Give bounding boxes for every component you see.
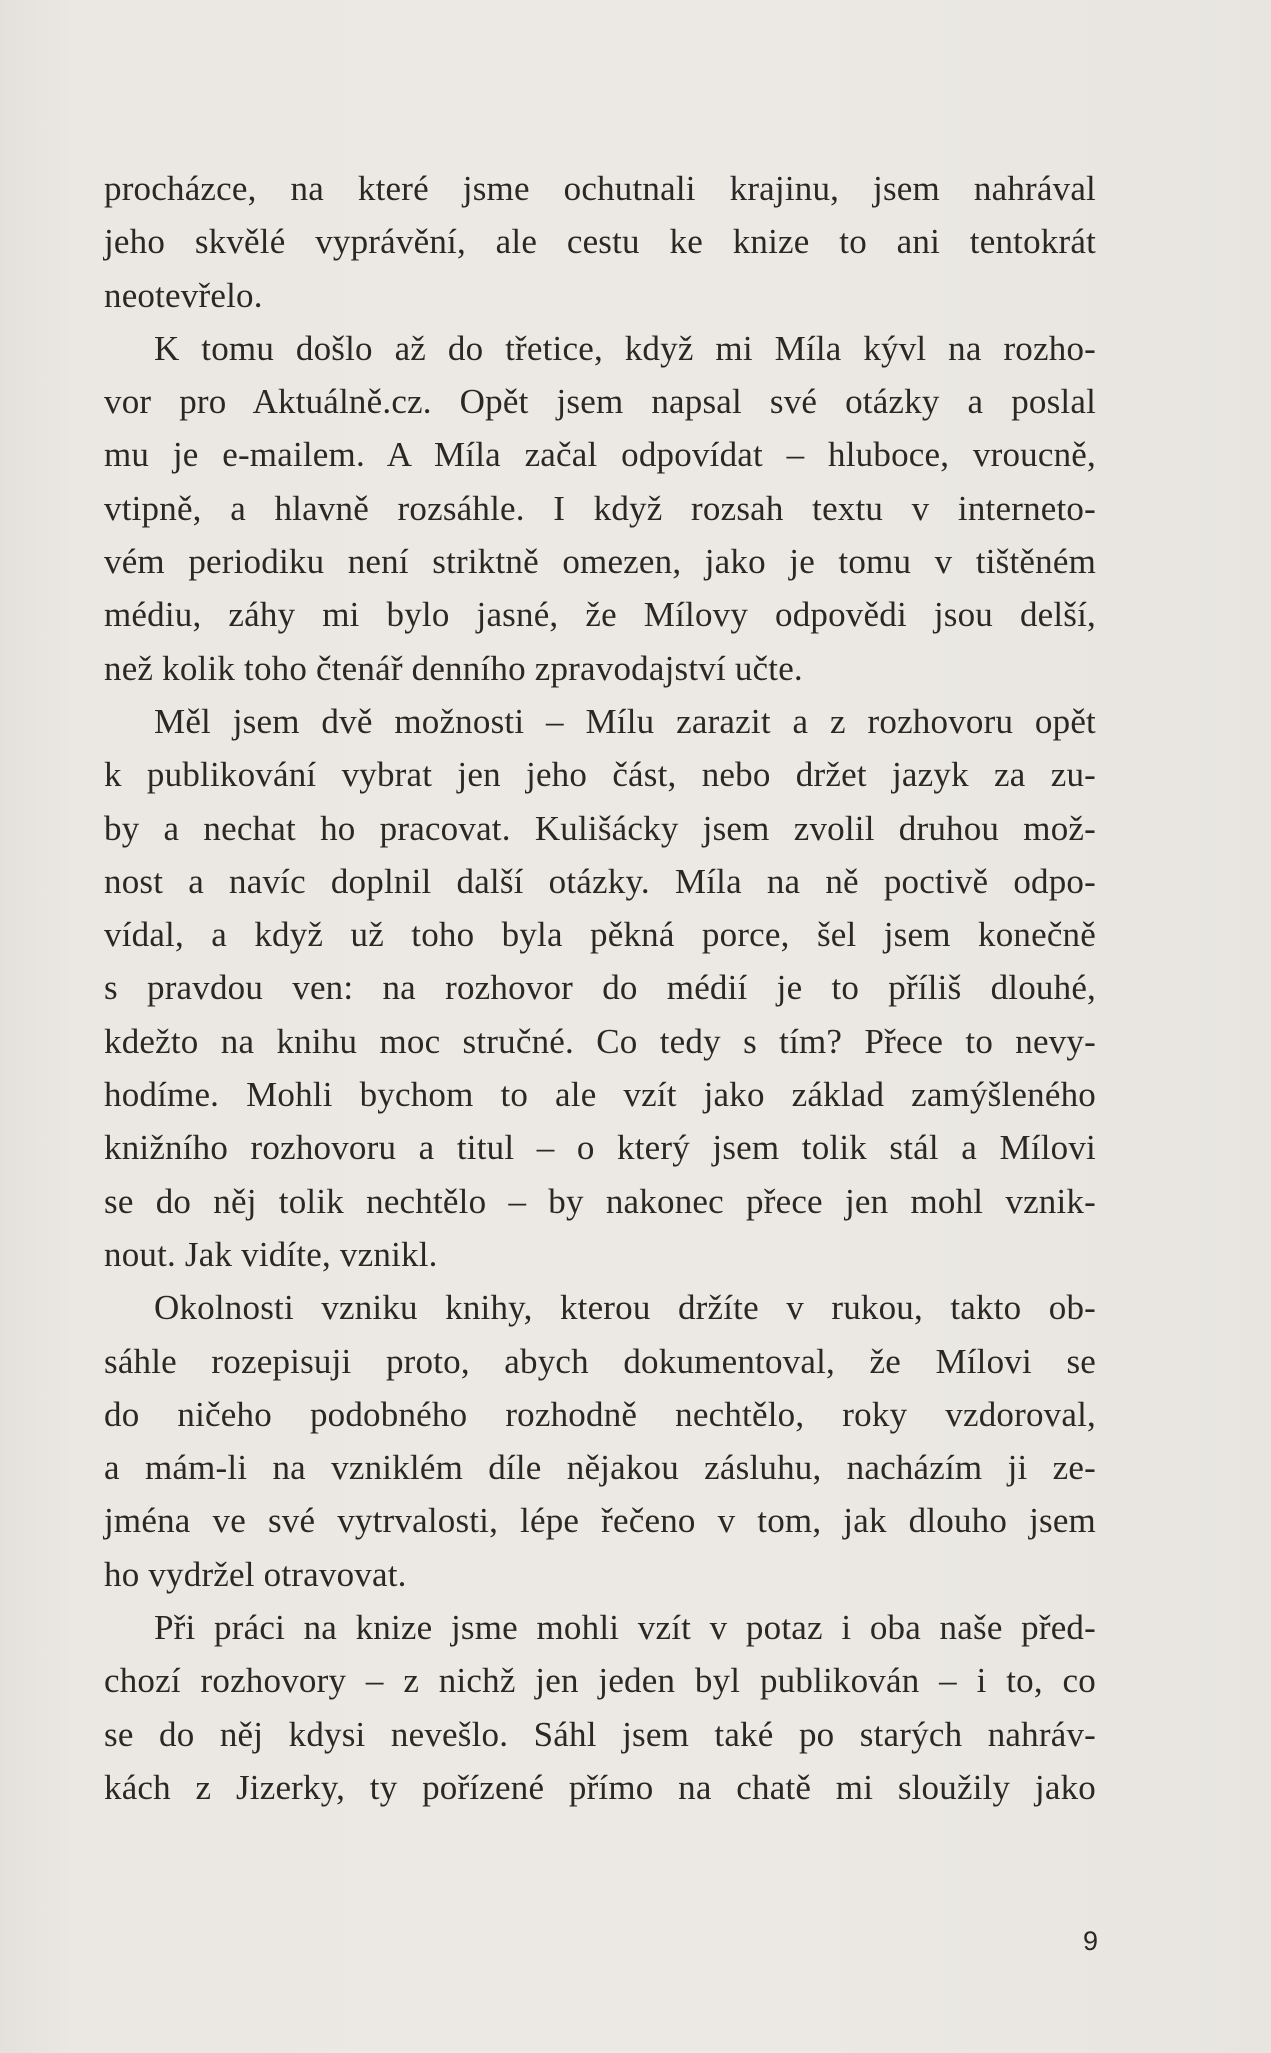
text-line: vtipně, a hlavně rozsáhle. I když rozsah textu v interneto- bbox=[104, 488, 1096, 528]
text-line: se do něj kdysi nevešlo. Sáhl jsem také po starých nahráv- bbox=[104, 1714, 1096, 1754]
text-line: by a nechat ho pracovat. Kulišácky jsem zvolil druhou mož- bbox=[104, 808, 1096, 848]
text-line: vor pro Aktuálně.cz. Opět jsem napsal své otázky a poslal bbox=[104, 382, 1096, 422]
text-line: se do něj tolik nechtělo – by nakonec přece jen mohl vznik- bbox=[104, 1181, 1096, 1221]
text-line: mu je e-mailem. A Míla začal odpovídat – hluboce, vroucně, bbox=[104, 435, 1096, 475]
text-line: jeho skvělé vyprávění, ale cestu ke knize to ani tentokrát bbox=[104, 222, 1096, 262]
text-line: a mám-li na vzniklém díle nějakou zásluhu, nacházím ji ze- bbox=[104, 1448, 1096, 1488]
text-line: Měl jsem dvě možnosti – Mílu zarazit a z rozhovoru opět bbox=[154, 701, 1096, 741]
text-line: nost a navíc doplnil další otázky. Míla na ně poctivě odpo- bbox=[104, 861, 1096, 901]
text-line: jména ve své vytrvalosti, lépe řečeno v tom, jak dlouho jsem bbox=[104, 1501, 1096, 1541]
text-line: ho vydržel otravovat. bbox=[104, 1554, 407, 1594]
body-text bbox=[104, 162, 1096, 1814]
text-line: do ničeho podobného rozhodně nechtělo, roky vzdoroval, bbox=[104, 1394, 1096, 1434]
text-line: vém periodiku není striktně omezen, jako je tomu v tištěném bbox=[104, 542, 1096, 582]
text-line: kách z Jizerky, ty pořízené přímo na chatě mi sloužily jako bbox=[104, 1767, 1096, 1807]
text-line: hodíme. Mohli bychom to ale vzít jako základ zamýšleného bbox=[104, 1075, 1096, 1115]
text-line: vídal, a když už toho byla pěkná porce, šel jsem konečně bbox=[104, 915, 1096, 955]
text-line: s pravdou ven: na rozhovor do médií je to příliš dlouhé, bbox=[104, 968, 1096, 1008]
text-line: k publikování vybrat jen jeho část, nebo držet jazyk za zu- bbox=[104, 755, 1096, 795]
text-line: K tomu došlo až do třetice, když mi Míla kývl na rozho- bbox=[154, 328, 1096, 368]
text-line: sáhle rozepisuji proto, abych dokumentoval, že Mílovi se bbox=[104, 1341, 1096, 1381]
text-line: chozí rozhovory – z nichž jen jeden byl publikován – i to, co bbox=[104, 1661, 1096, 1701]
text-line: Při práci na knize jsme mohli vzít v potaz i oba naše před- bbox=[154, 1608, 1096, 1648]
text-line: nout. Jak vidíte, vznikl. bbox=[104, 1234, 438, 1274]
text-line: kdežto na knihu moc stručné. Co tedy s tím? Přece to nevy- bbox=[104, 1021, 1096, 1061]
text-line: knižního rozhovoru a titul – o který jsem tolik stál a Mílovi bbox=[104, 1128, 1096, 1168]
text-line: procházce, na které jsme ochutnali krajinu, jsem nahrával bbox=[104, 169, 1096, 208]
text-line: Okolnosti vzniku knihy, kterou držíte v rukou, takto ob- bbox=[154, 1288, 1096, 1328]
text-line: neotevřelo. bbox=[104, 275, 263, 315]
page-number: 9 bbox=[1082, 1926, 1098, 1956]
text-line: médiu, záhy mi bylo jasné, že Mílovy odpovědi jsou delší, bbox=[104, 595, 1096, 635]
text-line: než kolik toho čtenář denního zpravodajství učte. bbox=[104, 648, 803, 688]
